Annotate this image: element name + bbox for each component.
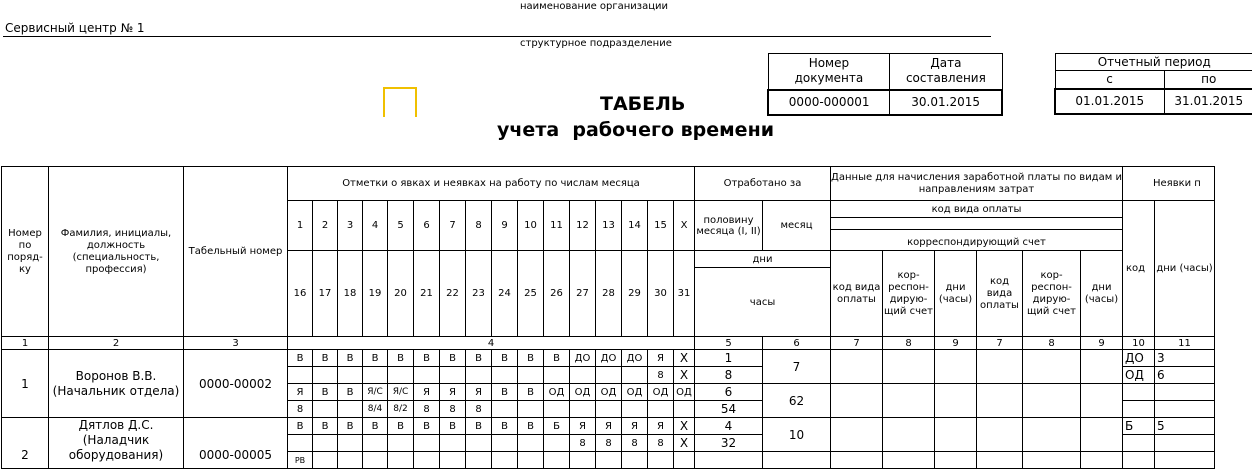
day-x: X <box>674 201 695 251</box>
mark: РВ <box>288 452 313 469</box>
hours: 8 <box>648 435 674 452</box>
mark: В <box>414 350 440 367</box>
emp2-tab: 0000-00005 <box>184 418 288 469</box>
mark: В <box>518 384 544 401</box>
hours <box>363 435 388 452</box>
hours: 8 <box>622 435 648 452</box>
doc-number-value: 0000-000001 <box>768 90 890 115</box>
hours: 8/4 <box>363 401 388 418</box>
day-6: 6 <box>414 201 440 251</box>
col-name-header: Фамилия, инициалы, должность (специальность, профессия) <box>49 167 184 337</box>
emp2-name: Дятлов Д.С. (Наладчик оборудования) <box>49 418 184 469</box>
hours: X <box>674 367 695 384</box>
doc-date-label: Дата составления <box>890 54 1002 90</box>
mark: X <box>674 418 695 435</box>
colnum-1: 1 <box>2 337 49 350</box>
period-from-value: 01.01.2015 <box>1055 89 1164 114</box>
emp1-name: Воронов В.В. (Начальник отдела) <box>49 350 184 418</box>
day-3: 3 <box>338 201 363 251</box>
mark: Я <box>596 418 622 435</box>
emp1-index: 1 <box>2 350 49 418</box>
day-8: 8 <box>466 201 492 251</box>
emp1-half1-days: 1 <box>695 350 763 367</box>
mark: В <box>492 418 518 435</box>
day-12: 12 <box>570 201 596 251</box>
corr-account-label: корреспондирующий счет <box>907 237 1046 248</box>
half-month-header: половину месяца (I, II) <box>695 201 763 251</box>
mark: Я <box>570 418 596 435</box>
mark: ДО <box>596 350 622 367</box>
day-20: 20 <box>388 251 414 337</box>
period-to-value: 31.01.2015 <box>1164 89 1252 114</box>
mark: В <box>388 350 414 367</box>
hours: X <box>674 435 695 452</box>
day-27: 27 <box>570 251 596 337</box>
mark: В <box>313 418 338 435</box>
day-7: 7 <box>440 201 466 251</box>
hours <box>622 367 648 384</box>
doc-info-box <box>767 53 1003 116</box>
colnum-9b: 9 <box>1081 337 1123 350</box>
hours-header: часы <box>695 268 831 337</box>
col-number-header: Номер по поряд-ку <box>2 167 49 337</box>
corr-account-header <box>831 218 1123 251</box>
col-worked-header: Отработано за <box>695 167 831 201</box>
hours <box>363 367 388 384</box>
period-label: Отчетный период <box>1055 54 1252 71</box>
mark: Я/С <box>363 384 388 401</box>
mark: В <box>544 350 570 367</box>
emp1-half1-hours: 8 <box>695 367 763 384</box>
period-box <box>1054 53 1252 115</box>
hours <box>596 367 622 384</box>
mark: ДО <box>570 350 596 367</box>
doc-date-value: 30.01.2015 <box>890 90 1002 115</box>
colnum-4: 4 <box>288 337 695 350</box>
mark: X <box>674 350 695 367</box>
colnum-3: 3 <box>184 337 288 350</box>
sub-code-header-1: код вида оплаты <box>831 251 883 337</box>
day-2: 2 <box>313 201 338 251</box>
emp1-abs1-code: ДО <box>1123 350 1155 367</box>
mark: В <box>338 350 363 367</box>
mark: В <box>313 350 338 367</box>
colnum-2: 2 <box>49 337 184 350</box>
day-21: 21 <box>414 251 440 337</box>
mark: Я <box>648 418 674 435</box>
day-31: 31 <box>674 251 695 337</box>
emp1-half2-days: 6 <box>695 384 763 401</box>
colnum-8b: 8 <box>1023 337 1081 350</box>
emp2-half1-hours: 32 <box>695 435 763 452</box>
day-18: 18 <box>338 251 363 337</box>
day-16: 16 <box>288 251 313 337</box>
day-23: 23 <box>466 251 492 337</box>
mark: В <box>338 384 363 401</box>
mark: В <box>466 418 492 435</box>
day-4: 4 <box>363 201 388 251</box>
mark: В <box>363 418 388 435</box>
mark: В <box>288 350 313 367</box>
sub-days-header-1: дни (часы) <box>935 251 977 337</box>
day-17: 17 <box>313 251 338 337</box>
emp1-tab: 0000-00002 <box>184 350 288 418</box>
mark: В <box>440 418 466 435</box>
abs-days-header: дни (часы) <box>1155 201 1215 337</box>
day-1: 1 <box>288 201 313 251</box>
day-10: 10 <box>518 201 544 251</box>
hours <box>674 401 695 418</box>
hours <box>466 367 492 384</box>
org-caption: наименование организации <box>520 1 669 12</box>
mark: ОД <box>674 384 695 401</box>
emp2-half1-days: 4 <box>695 418 763 435</box>
mark: В <box>492 350 518 367</box>
hours: 8 <box>596 435 622 452</box>
colnum-6: 6 <box>763 337 831 350</box>
day-28: 28 <box>596 251 622 337</box>
days-header: дни <box>695 251 831 268</box>
document-subtitle: учета рабочего времени <box>497 119 775 141</box>
colnum-11: 11 <box>1155 337 1215 350</box>
hours <box>492 401 518 418</box>
emp1-abs2-days: 6 <box>1155 367 1215 384</box>
hours: 8 <box>288 401 313 418</box>
hours <box>518 435 544 452</box>
hours <box>518 401 544 418</box>
mark: В <box>414 418 440 435</box>
hours <box>338 367 363 384</box>
day-13: 13 <box>596 201 622 251</box>
col-marks-header: Отметки о явках и неявках на работу по числам месяца <box>288 167 695 201</box>
day-26: 26 <box>544 251 570 337</box>
mark: В <box>518 418 544 435</box>
mark: В <box>313 384 338 401</box>
day-15: 15 <box>648 201 674 251</box>
col-pay-header: Данные для начисления заработной платы по видам и направлениям затрат <box>831 167 1123 201</box>
mark: В <box>288 418 313 435</box>
mark: Я <box>648 350 674 367</box>
period-from-label: с <box>1055 71 1164 89</box>
hours: 8 <box>570 435 596 452</box>
colnum-5: 5 <box>695 337 763 350</box>
pay-code-header: код вида оплаты <box>831 201 1123 218</box>
colnum-8a: 8 <box>883 337 935 350</box>
mark: В <box>518 350 544 367</box>
abs-code-header: код <box>1123 201 1155 337</box>
hours <box>388 367 414 384</box>
document-title: ТАБЕЛЬ <box>600 93 686 115</box>
emp2-index: 2 <box>2 418 49 469</box>
colnum-7a: 7 <box>831 337 883 350</box>
emp2-abs1-days: 5 <box>1155 418 1215 435</box>
hours <box>492 367 518 384</box>
col-tab-header: Табельный номер <box>184 167 288 337</box>
mark: ОД <box>596 384 622 401</box>
mark: Я <box>440 384 466 401</box>
month-header: месяц <box>763 201 831 251</box>
hours <box>313 367 338 384</box>
hours <box>414 435 440 452</box>
hours <box>570 367 596 384</box>
hours: 8 <box>466 401 492 418</box>
hours: 8 <box>648 367 674 384</box>
day-5: 5 <box>388 201 414 251</box>
day-25: 25 <box>518 251 544 337</box>
mark: ОД <box>570 384 596 401</box>
doc-number-label: Номер документа <box>768 54 890 90</box>
hours <box>338 435 363 452</box>
day-22: 22 <box>440 251 466 337</box>
mark: В <box>492 384 518 401</box>
table-row <box>2 418 1215 435</box>
mark: Я <box>288 384 313 401</box>
sub-corr-header-2: кор-респон-дирую-щий счет <box>1023 251 1081 337</box>
mark: Я/С <box>388 384 414 401</box>
hours <box>288 435 313 452</box>
colnum-7b: 7 <box>977 337 1023 350</box>
mark: В <box>363 350 388 367</box>
emp2-month-days: 10 <box>763 418 831 452</box>
hours <box>648 401 674 418</box>
hours <box>466 435 492 452</box>
hours <box>440 367 466 384</box>
mark: В <box>440 350 466 367</box>
day-30: 30 <box>648 251 674 337</box>
hours <box>518 367 544 384</box>
day-29: 29 <box>622 251 648 337</box>
hours <box>388 435 414 452</box>
table-row <box>2 350 1215 367</box>
colnum-10: 10 <box>1123 337 1155 350</box>
emp2-abs1-code: Б <box>1123 418 1155 435</box>
hours <box>544 401 570 418</box>
mark: ОД <box>622 384 648 401</box>
mark: Я <box>466 384 492 401</box>
colnum-9a: 9 <box>935 337 977 350</box>
mark: ОД <box>648 384 674 401</box>
mark: ОД <box>544 384 570 401</box>
col-absence-header: Неявки п <box>1123 167 1215 201</box>
day-14: 14 <box>622 201 648 251</box>
day-9: 9 <box>492 201 518 251</box>
hours <box>313 435 338 452</box>
hours <box>622 401 648 418</box>
hours: 8/2 <box>388 401 414 418</box>
mark: Я <box>414 384 440 401</box>
hours <box>338 401 363 418</box>
mark: В <box>388 418 414 435</box>
sub-corr-header-1: кор-респон-дирую-щий счет <box>883 251 935 337</box>
hours <box>414 367 440 384</box>
mark: В <box>338 418 363 435</box>
corner-mark-icon <box>383 87 417 117</box>
hours <box>313 401 338 418</box>
day-24: 24 <box>492 251 518 337</box>
mark: В <box>466 350 492 367</box>
hours: 8 <box>414 401 440 418</box>
hours <box>596 401 622 418</box>
day-11: 11 <box>544 201 570 251</box>
day-19: 19 <box>363 251 388 337</box>
sub-days-header-2: дни (часы) <box>1081 251 1123 337</box>
emp1-abs2-code: ОД <box>1123 367 1155 384</box>
emp1-half2-hours: 54 <box>695 401 763 418</box>
emp1-abs1-days: 3 <box>1155 350 1215 367</box>
hours <box>570 401 596 418</box>
mark: Б <box>544 418 570 435</box>
hours <box>440 435 466 452</box>
hours: 8 <box>440 401 466 418</box>
emp1-month-days: 7 <box>763 350 831 384</box>
timesheet-table <box>1 166 1215 469</box>
org-name: Сервисный центр № 1 <box>5 21 145 35</box>
mark: ДО <box>622 350 648 367</box>
hours <box>544 435 570 452</box>
org-underline <box>3 36 991 37</box>
sub-code-header-2: код вида оплаты <box>977 251 1023 337</box>
hours <box>544 367 570 384</box>
dept-caption: структурное подразделение <box>520 38 672 49</box>
period-to-label: по <box>1164 71 1252 89</box>
emp1-month-hours: 62 <box>763 384 831 418</box>
hours <box>288 367 313 384</box>
hours <box>492 435 518 452</box>
mark: Я <box>622 418 648 435</box>
